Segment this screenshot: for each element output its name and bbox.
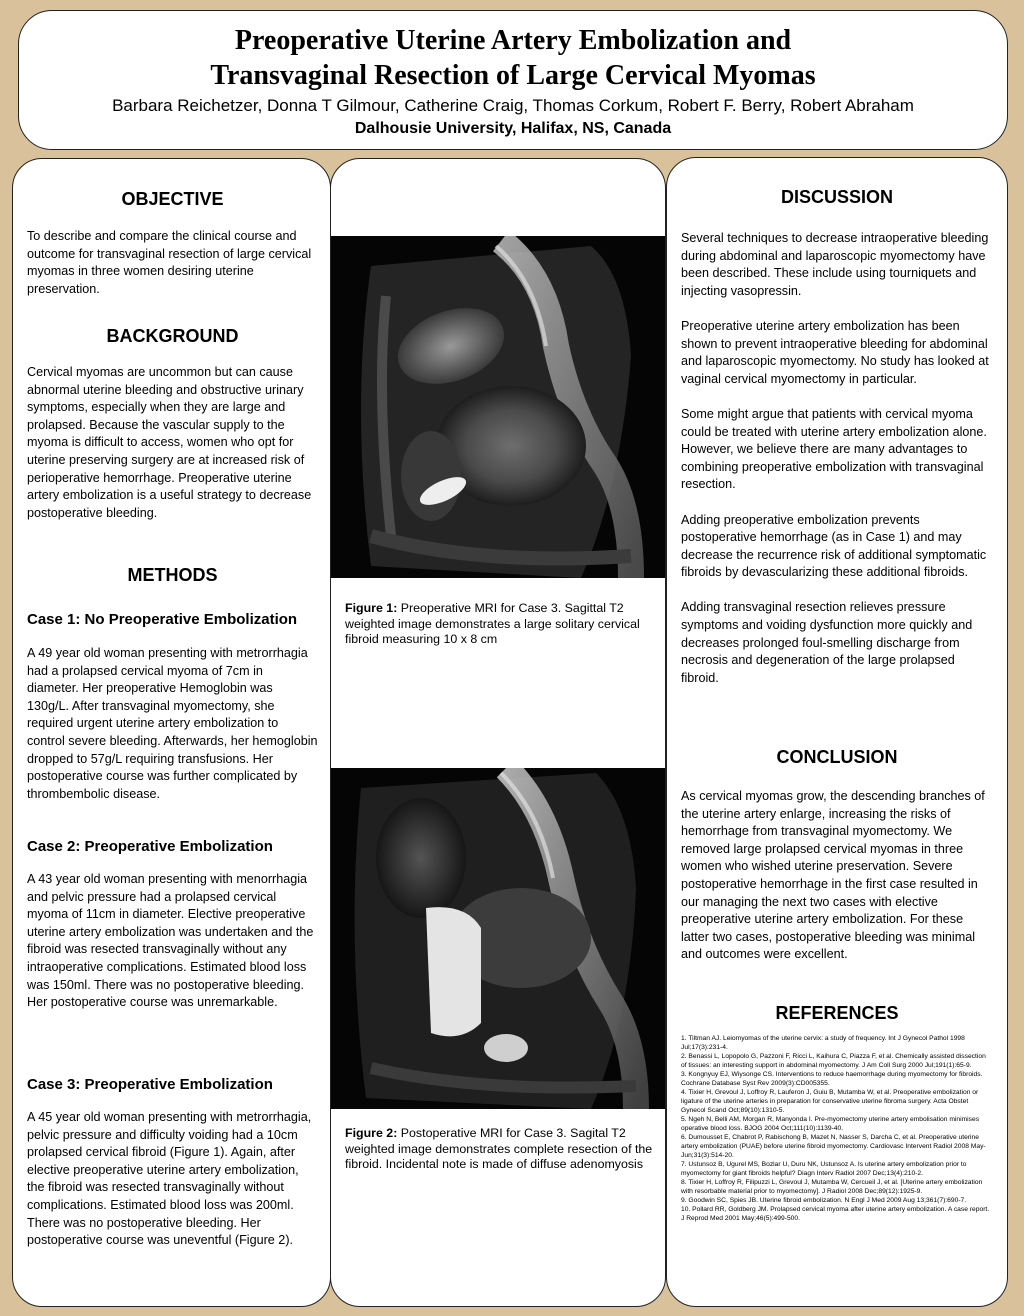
background-heading: BACKGROUND	[106, 326, 239, 346]
conclusion-text: As cervical myomas grow, the descending branches of the uterine artery enlarge, increasing the risks of hemorrhage from transvaginal myomectomy. We removed large prolapsed cervical myomas in three women who wished uterine preservation. Severe postoperative hemorrhage in the first case resulted in our managing the next two cases with elective preoperative uterine artery embolization. For these latter two cases, postoperative bleeding was minimal and outcomes were excellent.	[681, 789, 985, 962]
discussion-heading: DISCUSSION	[780, 187, 894, 207]
case3-text: A 45 year old woman presenting with metrorrhagia, pelvic pressure and difficulty voiding had a 10cm prolapsed cervical fibroid (Figure 1). Again, after elective preoperative uterine artery embolization, the fibroid was resected transvaginally without complications. Estimated blood loss was 200ml. There was no postoperative bleeding. Her postoperative course was uneventful (Figure 2).	[27, 1110, 312, 1248]
conclusion-heading: CONCLUSION	[776, 747, 898, 767]
references-heading: REFERENCES	[775, 1003, 899, 1023]
case3-section	[27, 1076, 318, 1250]
reference-item: 9. Goodwin SC, Spies JB. Uterine fibroid embolization. N Engl J Med 2009 Aug 13;361(7):690-7.	[681, 1197, 967, 1204]
objective-text: To describe and compare the clinical course and outcome for transvaginal resection of large cervical myomas in three women desiring uterine preservation.	[27, 229, 312, 296]
figure1-caption	[345, 601, 655, 648]
methods-section	[27, 565, 318, 586]
discussion-section	[681, 187, 993, 687]
case2-title: Case 2: Preoperative Embolization	[27, 838, 273, 855]
affiliation: Dalhousie University, Halifax, NS, Canada	[354, 120, 672, 137]
reference-item: 6. Dumousset E, Chabrot P, Rabischong B, Mazet N, Nasser S, Darcha C, et al. Preoperative uterine artery embolization (PUAE) before uterine fibroid myomectomy. Cardiovasc Intervent Radiol 2008 May-Jun;31(3):514-20.	[681, 1134, 986, 1159]
reference-item: 2. Benassi L, Lopopolo G, Pazzoni F, Ricci L, Kaihura C, Piazza F, et al. Chemically assisted dissection of tissues: an interesting support in abdominal myomectomy. J Am Coll Surg 2000 Jul;191(1):65-9.	[681, 1053, 986, 1069]
case2-section	[27, 838, 318, 1012]
reference-item: 10. Pollard RR, Goldberg JM. Prolapsed cervical myoma after uterine artery embolization. A case report. J Reprod Med 2001 May;46(5):499-500.	[681, 1206, 990, 1222]
background-text: Cervical myomas are uncommon but can cause abnormal uterine bleeding and obstructive urinary symptoms, especially when they are large and prolapsed. Because the vascular supply to the myoma is difficult to access, women who opt for uterine preserving surgery are at increased risk of perioperative hemorrhage. Preoperative uterine artery embolization is a useful strategy to decrease postoperative bleeding.	[27, 365, 312, 520]
figure1-caption-text: Preoperative MRI for Case 3. Sagittal T2 weighted image demonstrates a large solitary cervical fibroid measuring 10 x 8 cm	[345, 601, 640, 646]
discussion-paragraph-5: Adding transvaginal resection relieves pressure symptoms and voiding dysfunction more quickly and decreases prolonged foul-smelling discharge from necrosis and degeneration of the large prolapsed fibroid.	[681, 600, 973, 685]
reference-item: 4. Tixier H, Grevoul J, Loffroy R, Lauferon J, Guiu B, Mutamba W, et al. Preoperative embolization or ligature of the uterine arteries in preparation for conservative uterine fibroma surgery. Acta Obstet Gynecol Scand Oct;89(10):1310-5.	[681, 1089, 979, 1114]
poster-header	[18, 10, 1008, 150]
objective-heading: OBJECTIVE	[121, 189, 224, 209]
case2-text: A 43 year old woman presenting with menorrhagia and pelvic pressure had a prolapsed cervical myoma of 11cm in diameter. Elective preoperative uterine artery embolization was undertaken and the fibroid was resected transvaginally without any intraoperative complications. Estimated blood loss was 150ml. There was no postoperative bleeding. Her postoperative course was unremarkable.	[27, 872, 314, 1010]
case3-title: Case 3: Preoperative Embolization	[27, 1076, 273, 1093]
mri-preoperative-graphic	[331, 236, 666, 578]
mri-preoperative-image	[331, 236, 666, 578]
case1-title: Case 1: No Preoperative Embolization	[27, 611, 298, 628]
figure2-label: Figure 2:	[345, 1126, 398, 1140]
case1-section	[27, 611, 318, 803]
left-column	[12, 158, 331, 1307]
discussion-paragraph-3: Some might argue that patients with cervical myoma could be treated with uterine artery embolization alone. However, we believe there are many advantages to combining preoperative embolization with transvaginal resection.	[681, 406, 987, 492]
discussion-paragraph-2: Preoperative uterine artery embolization has been shown to prevent intraoperative bleeding for abdominal and laparoscopic myomectomy. No study has looked at vaginal cervical myomectomy in particular.	[681, 318, 989, 386]
middle-column	[330, 158, 666, 1307]
objective-section	[27, 189, 318, 298]
reference-item: 3. Kongnyuy EJ, Wiysonge CS. Interventions to reduce haemorrhage during myomectomy for fibroids. Cochrane Database Syst Rev 2009(3):CD005355.	[681, 1071, 983, 1087]
reference-item: 5. Ngeh N, Belli AM, Morgan R, Manyonda I. Pre-myomectomy uterine artery embolisation minimises operative blood loss. BJOG 2004 Oct;111(10):1139-40.	[681, 1116, 980, 1132]
figure2-caption-text: Postoperative MRI for Case 3. Sagital T2 weighted image demonstrates complete resection of the fibroid. Incidental note is made of diffuse adenomyosis	[345, 1126, 653, 1171]
reference-item: 7. Ustunsoz B, Ugurel MS, Bozlar U, Duru NK, Ustunsoz A. Is uterine artery embolization prior to myomectomy for giant fibroids helpful? Diagn Interv Radiol 2007 Dec;13(4):210-2.	[681, 1161, 967, 1177]
poster-title	[19, 23, 1007, 93]
discussion-paragraph-4: Adding preoperative embolization prevents postoperative hemorrhage (as in Case 1) and may decrease the recurrence risk of additional symptomatic fibroids by devascularizing these additional fibroids.	[681, 512, 987, 580]
author-list: Barbara Reichetzer, Donna T Gilmour, Catherine Craig, Thomas Corkum, Robert F. Berry, Robert Abraham	[112, 96, 914, 115]
case1-text: A 49 year old woman presenting with metrorrhagia had a prolapsed cervical myoma of 7cm in diameter. Her preoperative Hemoglobin was 130g/L. After transvaginal myomectomy, she required urgent uterine artery embolization to control severe bleeding. Afterwards, her hemoglobin dropped to 57g/L requiring transfusions. Her postoperative course was further complicated by thrombembolic disease.	[27, 646, 318, 801]
mri-postoperative-image	[331, 768, 666, 1109]
mri-postoperative-graphic	[331, 768, 666, 1109]
discussion-paragraph-1: Several techniques to decrease intraoperative bleeding during abdominal and laparoscopic myomectomy have been described. These include using tourniquets and injecting vasopressin.	[681, 231, 989, 298]
title-line-2: Transvaginal Resection of Large Cervical Myomas	[210, 60, 816, 91]
figure1-label: Figure 1:	[345, 601, 398, 615]
figure2-caption	[345, 1126, 655, 1173]
references-section	[681, 1003, 993, 1223]
reference-item: 8. Tixier H, Loffroy R, Filipuzzi L, Grevoul J, Mutamba W, Cercueil J, et al. [Uterine artery embolization with resorbable material prior to myomectomy]. J Radiol 2008 Dec;89(12):1925-9.	[681, 1179, 983, 1195]
conclusion-section	[681, 747, 993, 964]
reference-item: 1. Tiltman AJ. Leiomyomas of the uterine cervix: a study of frequency. Int J Gynecol Pathol 1998 Jul;17(3):231-4.	[681, 1035, 965, 1051]
references-list	[681, 1034, 993, 1223]
right-column	[666, 157, 1008, 1307]
methods-heading: METHODS	[127, 565, 218, 585]
background-section	[27, 326, 318, 522]
title-line-1: Preoperative Uterine Artery Embolization and	[234, 25, 792, 56]
